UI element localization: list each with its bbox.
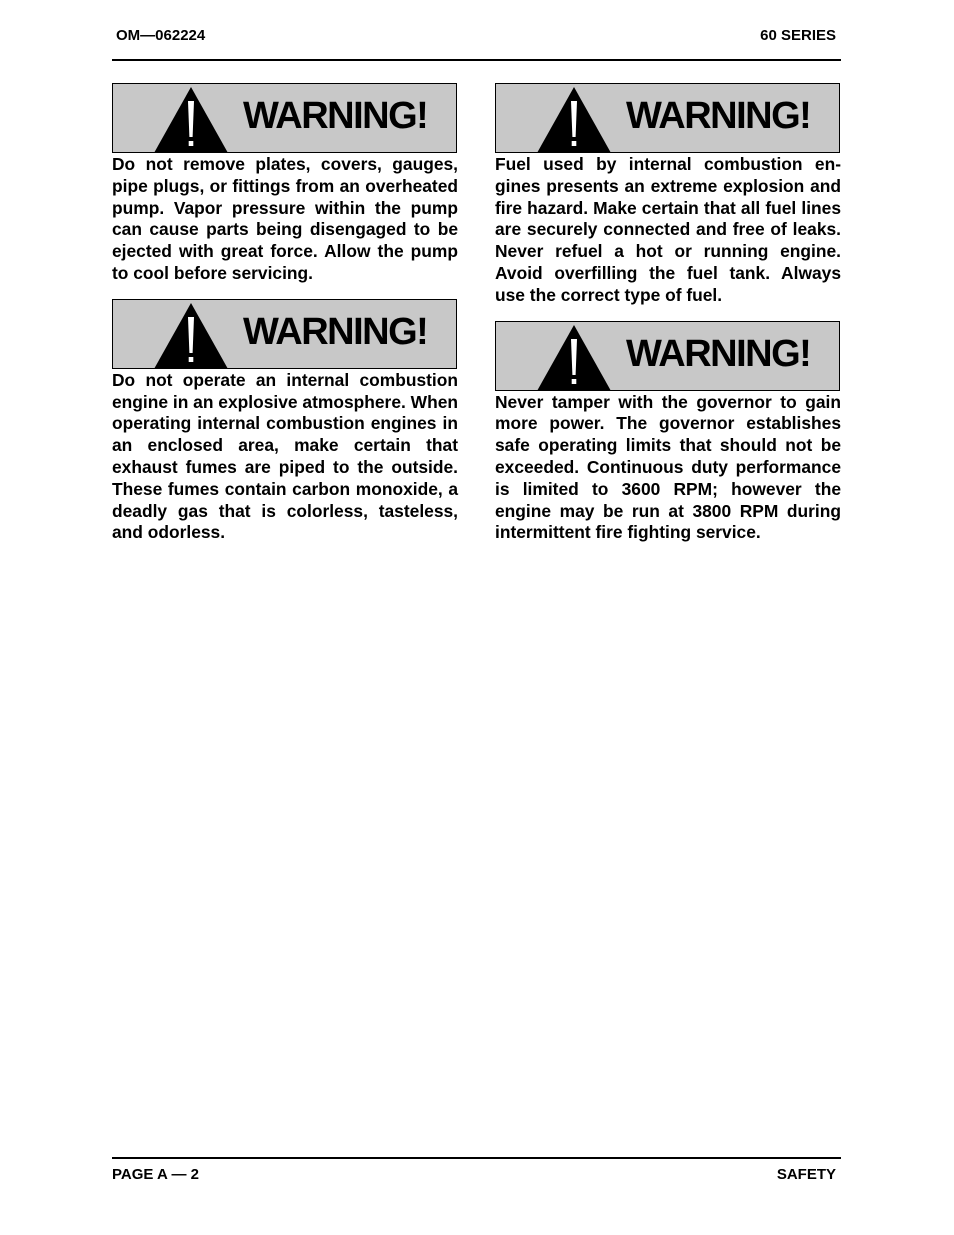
- section-name: SAFETY: [776, 1166, 836, 1183]
- left-column: [112, 83, 458, 544]
- document-code: OM—062224: [116, 27, 206, 44]
- header-rule: [112, 59, 841, 61]
- block-spacer: [495, 307, 841, 321]
- warning-text: Never tamper with the governor to gain more power. The governor establishes safe operating limits that should not be exceeded. Continuous duty performance is limited to 3600 RPM; however the engine may be run at 3800 RPM during intermittent fire fighting service.: [495, 391, 841, 543]
- warning-triangle-icon: [154, 303, 228, 369]
- warning-banner: [112, 83, 457, 153]
- warning-title: WARNING!: [243, 95, 428, 137]
- warning-block-governor: [495, 321, 841, 545]
- series-name: 60 SERIES: [760, 27, 836, 44]
- warning-banner: [112, 299, 457, 369]
- warning-text: Do not operate an internal combustion engine in an explosive atmosphere. When operating internal combustion engines in an enclosed area, make certain that exhaust fumes are piped to the outside. These fumes contain carbon monoxide, a deadly gas that is colorless, tasteless, and odorless.: [112, 369, 458, 543]
- warning-title: WARNING!: [626, 332, 811, 375]
- warning-text: Do not remove plates, covers, gauges, pipe plugs, or fittings from an overheated pump. Vapor pressure within the pump can cause parts being disengaged to be ejected with great force. Allow the pump to cool before servicing.: [112, 154, 458, 283]
- page-number: PAGE A — 2: [112, 1166, 199, 1183]
- warning-text: Fuel used by internal combustion engines presents an extreme explosion and fire hazard. Make certain that all fuel lines are securely connected and free of leaks. Never refuel a hot or running engine. Avoid overfilling the fuel tank. Always use the correct type of fuel.: [495, 154, 841, 305]
- warning-title: WARNING!: [243, 310, 428, 353]
- block-spacer: [112, 285, 458, 299]
- right-column: [495, 83, 841, 544]
- warning-triangle-icon: [154, 87, 228, 153]
- footer-rule: [112, 1157, 841, 1159]
- warning-title: WARNING!: [626, 95, 811, 137]
- warning-banner: [495, 83, 840, 153]
- warning-block-fuel-hazard: [495, 83, 841, 307]
- warning-block-overheated-pump: [112, 83, 458, 285]
- warning-triangle-icon: [537, 87, 611, 153]
- warning-triangle-icon: [537, 325, 611, 391]
- warning-banner: [495, 321, 840, 391]
- warning-block-explosive-atmosphere: [112, 299, 458, 544]
